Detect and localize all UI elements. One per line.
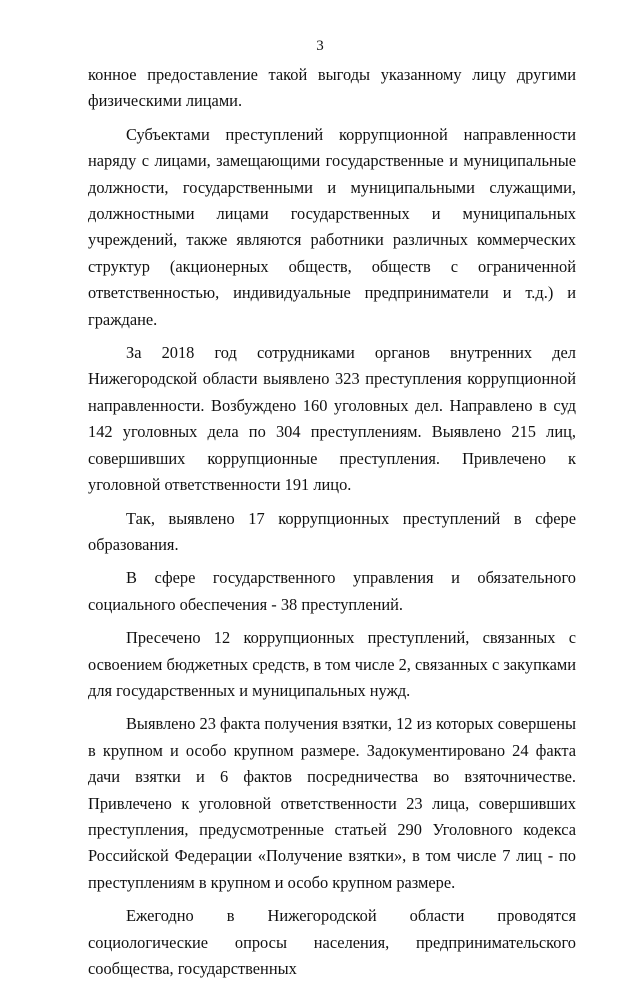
- paragraph-corruption-subjects: Субъектами преступлений коррупционной направленности наряду с лицами, замещающими государственные и муниципальные должности, государственными и муниципальными служащими, должностными лицами государственных и муниципальных учреждений, также являются работники различных коммерческих структур (акционерных обществ, обществ с ограниченной ответственностью, индивидуальные предприниматели и т.д.) и граждане.: [88, 124, 576, 329]
- paragraph-budget-funds: Пресечено 12 коррупционных преступлений, связанных с освоением бюджетных средств, в том числе 2, связанных с закупками для государственных и муниципальных нужд.: [88, 628, 576, 700]
- paragraph-surveys: Ежегодно в Нижегородской области проводятся социологические опросы населения, предпринимательского сообщества, государственных: [88, 906, 576, 978]
- paragraph-2018-statistics: За 2018 год сотрудниками органов внутренних дел Нижегородской области выявлено 323 преступления коррупционной направленности. Возбуждено 160 уголовных дел. Направлено в суд 142 уголовных дела по 304 преступлениям. Выявлено 215 лиц, совершивших коррупционные преступления. Привлечено к уголовной ответственности 191 лицо.: [88, 343, 576, 495]
- paragraph-public-administration: В сфере государственного управления и обязательного социального обеспечения - 38 преступлений.: [88, 568, 576, 614]
- paragraph-bribery: Выявлено 23 факта получения взятки, 12 из которых совершены в крупном и особо крупном размере. Задокументировано 24 факта дачи взятки и 6 фактов посредничества во взяточничестве. Привлечено к уголовной ответственности 23 лица, совершивших преступления, предусмотренные статьей 290 Уголовного кодекса Российской Федерации «Получение взятки», в том числе 7 лиц - по преступлениям в крупном и особо крупном размере.: [88, 714, 576, 892]
- page-number: 3: [316, 38, 324, 54]
- paragraph-education-sphere: Так, выявлено 17 коррупционных преступлений в сфере образования.: [88, 508, 576, 554]
- paragraph-continuation: конное предоставление такой выгоды указанному лицу другими физическими лицами.: [88, 65, 576, 111]
- body-text: [88, 62, 576, 982]
